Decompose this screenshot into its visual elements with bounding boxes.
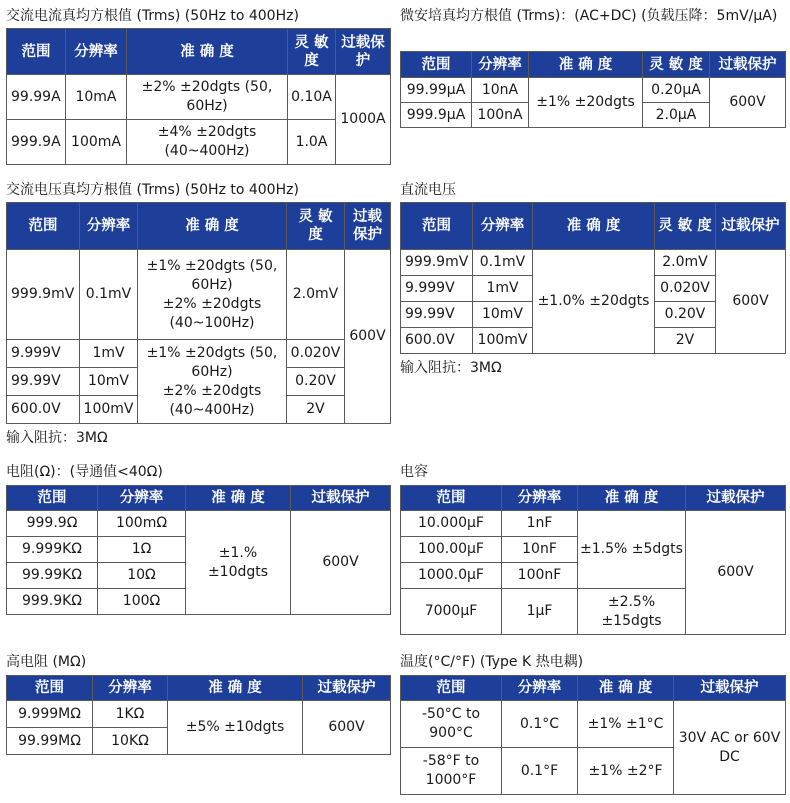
header-range: 范围 — [7, 29, 66, 75]
header-range: 范围 — [7, 486, 98, 511]
range-cell: 100.00μF — [401, 537, 502, 563]
resolution-cell: 10KΩ — [93, 728, 168, 755]
range-cell: 9.999V — [7, 340, 80, 368]
range-cell: 99.99MΩ — [7, 728, 93, 755]
accuracy-cell: ±5% ±10dgts — [168, 701, 303, 755]
sensitivity-cell: 0.20V — [655, 302, 716, 328]
capacitance-title: 电容 — [400, 464, 428, 480]
range-cell: 9.999MΩ — [7, 701, 93, 728]
header-accuracy: 准 确 度 — [138, 203, 287, 250]
ac-current-table — [6, 28, 391, 165]
header-protection: 过载保护 — [686, 486, 786, 511]
range-cell: 1000.0μF — [401, 563, 502, 589]
dc-voltage-table — [400, 202, 786, 354]
header-protection: 过载保护 — [303, 676, 391, 701]
high-resistance-table — [6, 675, 391, 755]
table-row — [7, 120, 391, 165]
table-row — [7, 340, 391, 368]
range-cell: 9.999KΩ — [7, 537, 98, 563]
protection-cell: 600V — [686, 511, 786, 635]
resolution-cell: 10nF — [502, 537, 578, 563]
sensitivity-cell: 0.020V — [655, 276, 716, 302]
range-cell: 99.99μA — [401, 78, 472, 103]
header-resolution: 分辨率 — [502, 486, 578, 511]
header-range: 范围 — [401, 52, 472, 78]
protection-cell: 30V AC or 60V DC — [674, 701, 786, 795]
table-row — [7, 250, 391, 340]
header-protection: 过载保护 — [336, 29, 391, 75]
accuracy-cell: ±1% ±20dgts — [529, 78, 643, 128]
range-cell: -50°C to 900°C — [401, 701, 502, 748]
range-cell: 99.99V — [401, 302, 473, 328]
range-cell: 9.999V — [401, 276, 473, 302]
table-row — [401, 250, 786, 276]
resolution-cell: 100nF — [502, 563, 578, 589]
range-cell: -58°F to 1000°F — [401, 748, 502, 795]
protection-cell: 600V — [716, 250, 786, 354]
accuracy-line: ±1% ±20dgts (50, 60Hz) — [146, 344, 278, 380]
header-resolution: 分辨率 — [93, 676, 168, 701]
micro-amp-table — [400, 51, 786, 128]
capacitance-table — [400, 485, 786, 635]
header-accuracy: 准 确 度 — [533, 203, 655, 250]
temperature-title: 温度(°C/°F) (Type K 热电耦) — [400, 654, 584, 670]
range-cell: 99.99V — [7, 368, 80, 396]
dc-voltage-title: 直流电压 — [400, 182, 456, 198]
accuracy-line: ±2% ±20dgts (40~400Hz) — [162, 382, 262, 418]
header-sensitivity: 灵 敏 度 — [288, 29, 336, 75]
range-cell: 999.9A — [7, 120, 66, 165]
resolution-cell: 100mV — [473, 328, 533, 354]
header-sensitivity: 灵 敏 度 — [287, 203, 345, 250]
resolution-cell: 10mV — [80, 368, 138, 396]
range-cell: 99.99KΩ — [7, 563, 98, 589]
header-accuracy: 准 确 度 — [127, 29, 288, 75]
micro-amp-title: 微安培真均方根值 (Trms)：(AC+DC) (负载压降：5mV/μA) — [400, 8, 778, 24]
header-protection: 过载保护 — [674, 676, 786, 701]
resolution-cell: 100mV — [80, 396, 138, 424]
resistance-table — [6, 485, 391, 615]
resolution-cell: 100mΩ — [98, 511, 186, 537]
header-sensitivity: 灵 敏 度 — [643, 52, 710, 78]
resolution-cell: 100nA — [472, 103, 529, 128]
header-accuracy: 准 确 度 — [529, 52, 643, 78]
protection-cell: 600V — [291, 511, 391, 615]
sensitivity-cell: 2V — [287, 396, 345, 424]
accuracy-cell — [138, 340, 287, 424]
sensitivity-cell: 2V — [655, 328, 716, 354]
high-resistance-title: 高电阻 (MΩ) — [6, 654, 87, 670]
protection-cell: 600V — [345, 250, 391, 424]
sensitivity-cell: 2.0μA — [643, 103, 710, 128]
header-sensitivity: 灵 敏 度 — [655, 203, 716, 250]
table-row — [401, 701, 786, 748]
header-accuracy: 准 确 度 — [186, 486, 291, 511]
sensitivity-cell: 2.0mV — [287, 250, 345, 340]
protection-cell: 600V — [710, 78, 786, 128]
header-resolution: 分辨率 — [66, 29, 127, 75]
range-cell: 999.9mV — [7, 250, 80, 340]
range-cell: 999.9KΩ — [7, 589, 98, 615]
resolution-cell: 10mV — [473, 302, 533, 328]
sensitivity-cell: 0.10A — [288, 75, 336, 120]
range-cell: 999.9Ω — [7, 511, 98, 537]
resolution-cell: 100mA — [66, 120, 127, 165]
header-resolution: 分辨率 — [502, 676, 578, 701]
table-row — [7, 75, 391, 120]
range-cell: 600.0V — [401, 328, 473, 354]
resistance-title: 电阻(Ω)：(导通值<40Ω) — [6, 464, 163, 480]
resolution-cell: 0.1°C — [502, 701, 578, 748]
sensitivity-cell: 0.020V — [287, 340, 345, 368]
resolution-cell: 0.1°F — [502, 748, 578, 795]
protection-cell: 1000A — [336, 75, 391, 165]
resolution-cell: 1μF — [502, 589, 578, 635]
resolution-cell: 1mV — [473, 276, 533, 302]
header-resolution: 分辨率 — [472, 52, 529, 78]
header-range: 范围 — [401, 486, 502, 511]
accuracy-cell: ±1.5% ±5dgts — [578, 511, 686, 589]
resolution-cell: 1Ω — [98, 537, 186, 563]
sensitivity-cell: 2.0mV — [655, 250, 716, 276]
accuracy-cell — [138, 250, 287, 340]
header-range: 范围 — [7, 203, 80, 250]
header-range: 范围 — [7, 676, 93, 701]
ac-voltage-title: 交流电压真均方根值 (Trms) (50Hz to 400Hz) — [6, 182, 299, 198]
ac-voltage-impedance-note: 输入阻抗：3MΩ — [6, 430, 108, 446]
header-protection: 过载保护 — [291, 486, 391, 511]
resolution-cell: 1mV — [80, 340, 138, 368]
ac-current-title: 交流电流真均方根值 (Trms) (50Hz to 400Hz) — [6, 8, 299, 24]
header-accuracy: 准 确 度 — [168, 676, 303, 701]
dc-voltage-impedance-note: 输入阻抗：3MΩ — [400, 360, 502, 376]
header-range: 范围 — [401, 203, 473, 250]
range-cell: 10.000μF — [401, 511, 502, 537]
resolution-cell: 1nF — [502, 511, 578, 537]
temperature-table — [400, 675, 786, 795]
resolution-cell: 10nA — [472, 78, 529, 103]
resolution-cell: 10Ω — [98, 563, 186, 589]
range-cell: 99.99A — [7, 75, 66, 120]
table-row — [401, 78, 786, 103]
table-row — [401, 511, 786, 537]
accuracy-line: ±2% ±20dgts (40~100Hz) — [162, 295, 262, 331]
protection-cell: 600V — [303, 701, 391, 755]
accuracy-cell: ±1.% ±10dgts — [186, 511, 291, 615]
ac-voltage-table — [6, 202, 391, 424]
accuracy-cell: ±1.0% ±20dgts — [533, 250, 655, 354]
sensitivity-cell: 0.20μA — [643, 78, 710, 103]
accuracy-cell: ±2.5% ±15dgts — [578, 589, 686, 635]
header-protection: 过载保护 — [710, 52, 786, 78]
accuracy-cell: ±1% ±2°F — [578, 748, 674, 795]
resolution-cell: 0.1mV — [80, 250, 138, 340]
header-protection: 过载保护 — [716, 203, 786, 250]
table-row — [7, 511, 391, 537]
resolution-cell: 0.1mV — [473, 250, 533, 276]
table-row — [7, 701, 391, 728]
resolution-cell: 1KΩ — [93, 701, 168, 728]
range-cell: 999.9μA — [401, 103, 472, 128]
header-resolution: 分辨率 — [473, 203, 533, 250]
accuracy-cell: ±1% ±1°C — [578, 701, 674, 748]
header-accuracy: 准 确 度 — [578, 486, 686, 511]
header-resolution: 分辨率 — [98, 486, 186, 511]
resolution-cell: 100Ω — [98, 589, 186, 615]
accuracy-cell: ±2% ±20dgts (50, 60Hz) — [127, 75, 288, 120]
header-resolution: 分辨率 — [80, 203, 138, 250]
header-accuracy: 准 确 度 — [578, 676, 674, 701]
sensitivity-cell: 0.20V — [287, 368, 345, 396]
range-cell: 600.0V — [7, 396, 80, 424]
accuracy-line: ±1% ±20dgts (50, 60Hz) — [146, 257, 278, 293]
sensitivity-cell: 1.0A — [288, 120, 336, 165]
range-cell: 999.9mV — [401, 250, 473, 276]
resolution-cell: 10mA — [66, 75, 127, 120]
header-protection: 过载保护 — [345, 203, 391, 250]
header-range: 范围 — [401, 676, 502, 701]
accuracy-cell: ±4% ±20dgts (40~400Hz) — [127, 120, 288, 165]
range-cell: 7000μF — [401, 589, 502, 635]
